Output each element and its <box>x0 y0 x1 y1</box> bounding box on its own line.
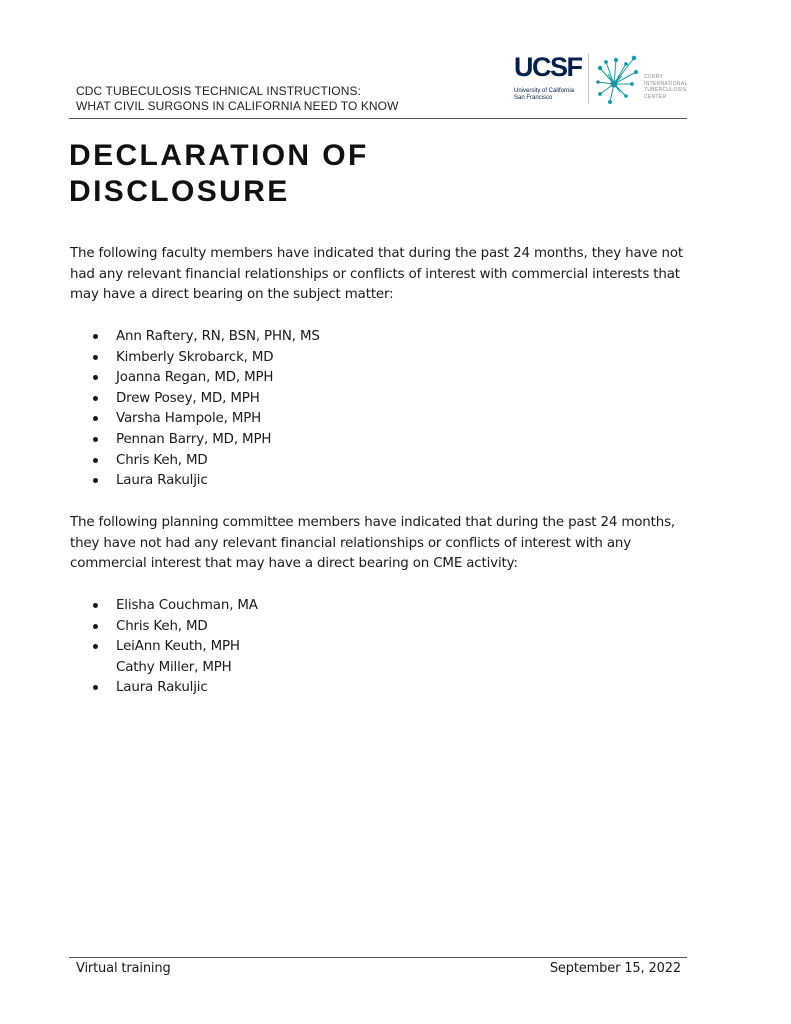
bullet-icon <box>93 396 98 401</box>
header-title-line1: CDC TUBECULOSIS TECHNICAL INSTRUCTIONS: <box>76 84 362 98</box>
committee-intro-paragraph: The following planning committee members have indicated that during the past 24 months, they have not had any relevant financial relationships or conflicts of interest with any commercial interest that may have a direct bearing on CME activity: <box>70 515 675 571</box>
list-item-text: Laura Rakuljic <box>116 680 208 696</box>
bullet-icon <box>93 478 98 483</box>
list-item-text: LeiAnn Keuth, MPH <box>116 639 240 655</box>
list-item-text: Joanna Regan, MD, MPH <box>116 370 274 386</box>
curry-logo-line4: CENTER <box>644 93 667 100</box>
bullet-icon <box>93 685 98 690</box>
curry-logo-line2: INTERNATIONAL <box>644 80 688 87</box>
header-divider <box>69 118 687 119</box>
header-logos <box>512 52 702 108</box>
list-item-text: Ann Raftery, RN, BSN, PHN, MS <box>116 329 320 344</box>
footer-event-type: Virtual training <box>76 961 171 976</box>
logo-divider <box>588 54 589 104</box>
faculty-intro-paragraph: The following faculty members have indicated that during the past 24 months, they have not had any relevant financial relationships or conflicts of interest with commercial interests that may have a direct bearing on the subject matter: <box>70 246 683 302</box>
list-item <box>70 451 470 472</box>
faculty-list <box>70 327 470 492</box>
list-item-text: Pennan Barry, MD, MPH <box>116 431 272 447</box>
list-item-text: Elisha Couchman, MA <box>116 598 258 613</box>
list-item <box>70 389 470 410</box>
list-item <box>70 409 470 430</box>
bullet-icon <box>93 644 98 649</box>
curry-center-logo-text <box>644 74 688 100</box>
list-item <box>70 658 470 679</box>
curry-logo-line3: TUBERCULOSIS <box>644 87 687 93</box>
list-item-text: Kimberly Skrobarck, MD <box>116 349 274 365</box>
list-item <box>70 430 470 451</box>
list-item <box>70 327 470 348</box>
list-item-text: Laura Rakuljic <box>116 473 208 489</box>
bullet-icon <box>93 375 98 380</box>
list-item <box>70 368 470 389</box>
ucsf-logo-subtitle-line1: University of California <box>514 88 575 94</box>
ucsf-logo-subtitle-line2: San Francisco <box>514 95 553 101</box>
list-item-text: Chris Keh, MD <box>116 452 208 468</box>
list-item <box>70 678 470 699</box>
list-item <box>70 471 470 492</box>
list-item <box>70 596 470 617</box>
list-item-text: Chris Keh, MD <box>116 618 208 634</box>
page-title-line2: DISCLOSURE <box>69 175 290 208</box>
list-item-text: Cathy Miller, MPH <box>116 659 232 675</box>
committee-list <box>70 596 470 699</box>
ucsf-logo: UCSF <box>514 52 582 82</box>
bullet-icon <box>93 416 98 421</box>
page-title-line1: DECLARATION OF <box>69 139 369 172</box>
curry-logo-line1: CURRY <box>644 74 664 80</box>
bullet-icon <box>93 624 98 629</box>
list-item-text: Varsha Hampole, MPH <box>116 411 262 427</box>
bullet-icon <box>93 603 98 608</box>
bullet-icon <box>93 437 98 442</box>
header-title-line2: WHAT CIVIL SURGONS IN CALIFORNIA NEED TO KNOW <box>76 99 399 113</box>
list-item-text: Drew Posey, MD, MPH <box>116 390 260 406</box>
dandelion-burst-icon <box>596 54 640 104</box>
footer-divider <box>69 957 687 958</box>
bullet-icon <box>93 355 98 360</box>
bullet-icon <box>93 334 98 339</box>
list-item <box>70 617 470 638</box>
bullet-icon <box>93 458 98 463</box>
list-item <box>70 637 470 658</box>
header-title <box>76 84 399 114</box>
page-title <box>69 138 489 210</box>
ucsf-logo-subtitle <box>514 88 584 102</box>
footer-date: September 15, 2022 <box>549 961 681 976</box>
list-item <box>70 348 470 369</box>
